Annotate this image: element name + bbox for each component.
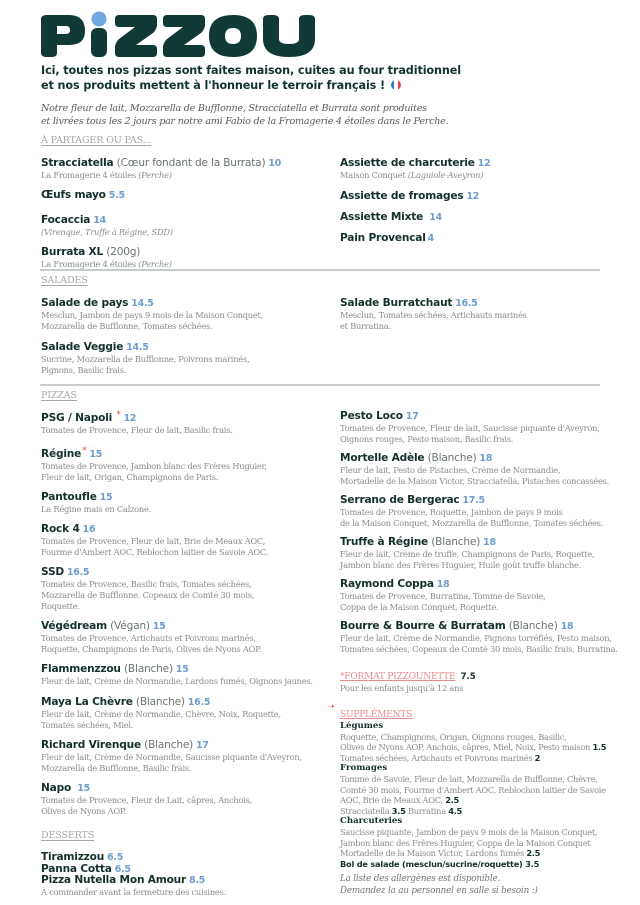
supplement-price: 3.5 <box>391 805 406 816</box>
item-name: Salade Burratchaut <box>340 297 453 309</box>
item-name: Maya La Chèvre <box>41 696 133 708</box>
item-price: 17 <box>196 740 209 751</box>
intro-line-2: et nos produits mettent à l'honneur le terroir français ! <box>41 78 386 92</box>
menu-item <box>41 782 331 817</box>
section-divider <box>40 269 600 271</box>
menu-item <box>41 620 331 655</box>
section-divider <box>40 384 600 386</box>
tagline <box>41 102 621 128</box>
menu-item <box>41 523 331 558</box>
supplement-price: 4.5 <box>448 805 462 816</box>
item-price: 12 <box>466 191 480 202</box>
item-desc: La Fromagerie 4 étoiles <box>41 259 136 269</box>
supplement-line: Tomme de Savoie, Fleur de lait, Mozzarella de Bufflonne, Chèvre, <box>340 773 598 784</box>
menu-item <box>41 297 321 332</box>
item-name: Pesto Loco <box>340 410 403 422</box>
menu-item <box>41 157 321 181</box>
item-name: Richard Virenque <box>41 739 141 751</box>
menu-item <box>41 566 331 612</box>
item-sub: (Blanche) <box>427 452 477 464</box>
item-price: 6.5 <box>114 863 131 875</box>
item-name: Végédream <box>41 620 107 632</box>
dessert-note: À commander avant la fermeture des cuisines. <box>41 886 226 897</box>
supplement-line: Jambon blanc des Frères Huguier, Coppa de la Maison Conquet <box>340 837 591 848</box>
partager-right-column <box>340 157 610 254</box>
arrow-right-icon: ➝ <box>327 702 335 712</box>
item-price: 10 <box>268 158 282 169</box>
item-price: 4 <box>427 233 434 244</box>
item-price: 16.5 <box>455 298 478 309</box>
menu-item <box>340 620 630 655</box>
pizzounette-star: * <box>116 410 121 420</box>
menu-item <box>41 696 331 731</box>
pizzounette-desc: Pour les enfants jusqu'à 12 ans <box>340 683 464 693</box>
item-sub: (Cœur fondant de la Burrata) <box>116 157 266 169</box>
item-name: Bourre & Bourre & Burratam <box>340 620 506 632</box>
allergens-line-2: Demandez la au personnel en salle si besoin :) <box>340 885 538 896</box>
supplement-line: Tomates séchées, Artichauts et Poivrons marinés <box>340 752 533 763</box>
allergens-note <box>340 874 620 897</box>
item-sub: (200g) <box>106 246 141 258</box>
section-title-salades: SALADES <box>41 275 88 286</box>
item-desc-italic: (Perche) <box>138 259 172 269</box>
item-desc: Fleur de lait, Crème de truffe, Champignons de Paris, Roquette, <box>340 549 595 559</box>
menu-item <box>41 445 331 483</box>
item-name: Stracciatella <box>41 157 114 169</box>
item-price: 14 <box>93 215 106 226</box>
item-desc: Tomates de Provence, Fleur de lait, Basilic frais. <box>41 425 233 435</box>
item-desc: Fleur de lait, Crème de Normandie, Saucisse piquante d'Aveyron, <box>41 752 302 762</box>
item-desc: Tomates séchées, Copeaux de Comté 30 mois, Basilic frais, Burratina. <box>340 644 618 654</box>
item-desc: Fleur de lait, Pesto de Pistaches, Crème de Normandie, <box>340 465 561 475</box>
item-desc: Tomates de Provence, Jambon blanc des Frères Huguier, <box>41 461 267 471</box>
supplement-line: Saucisse piquante, Jambon de pays 9 mois de la Maison Conquet, <box>340 826 598 837</box>
item-desc-italic: (Perche) <box>138 170 172 180</box>
pizzou-logo <box>39 11 321 59</box>
item-price: 18 <box>436 579 450 590</box>
item-desc: Tomates de Provence, Artichauts et Poivrons marinés, <box>41 633 256 643</box>
item-price: 17 <box>405 411 419 422</box>
menu-item <box>340 211 610 224</box>
item-desc: Sucrine, Mozzarella de Bufflonne, Poivrons marinés, <box>41 354 250 364</box>
item-name: Pain Provencal <box>340 232 426 244</box>
item-price: 8.5 <box>189 875 206 886</box>
item-sub: (Blanche) <box>135 696 185 708</box>
item-name: Rock 4 <box>41 523 80 535</box>
supplement-line: Burratina <box>407 805 446 816</box>
item-name: Assiette de charcuterie <box>340 157 475 169</box>
item-name: Flammenzzou <box>41 663 121 675</box>
item-name: Œufs mayo <box>41 189 106 201</box>
item-price: 18 <box>483 537 496 548</box>
intro-statement <box>41 64 601 93</box>
supplements-title: SUPPLÉMENTS <box>340 710 413 720</box>
item-sub: (Végan) <box>110 620 150 632</box>
supplements-charcuteries-title: Charcuteries <box>340 816 403 827</box>
item-desc: Oignons rouges, Pesto maison, Basilic frais. <box>340 434 514 444</box>
pizzounette-label: *FORMAT PIZZOUNETTE <box>340 672 456 682</box>
item-name: Panna Cotta <box>41 862 112 875</box>
item-name: Napo <box>41 782 72 794</box>
item-desc: Tomates séchées, Miel. <box>41 720 134 730</box>
pizzounette-block <box>340 664 630 694</box>
pizzounette-star: * <box>82 446 87 456</box>
item-desc: Maison Conquet <box>340 170 406 180</box>
item-desc: Mesclun, Jambon de pays 9 mois de la Maison Conquet, <box>41 310 264 320</box>
item-desc: Fleur de lait, Crème de Normandie, Pignons torréfiés, Pesto maison, <box>340 633 612 643</box>
item-desc: Fleur de lait, Crème de Normandie, Chèvre, Noix, Roquette, <box>41 709 281 719</box>
item-desc: Tomates de Provence, Basilic frais, Tomates séchées, <box>41 579 252 589</box>
item-desc: Mozzarella de Bufflonne, Tomates séchées. <box>41 321 213 331</box>
item-desc: Mozzarella de Bufflonne, Basilic frais. <box>41 763 192 773</box>
supplement-bol-salade: Bol de salade (mesclun/sucrine/roquette) 3.5 <box>340 858 540 869</box>
menu-item <box>41 739 331 774</box>
item-name: Focaccia <box>41 214 91 226</box>
item-desc: Tomates de Provence, Fleur de lait, Brie de Meaux AOC, <box>41 536 266 546</box>
item-price: 15 <box>77 783 90 794</box>
menu-item <box>340 494 630 529</box>
item-name: Salade Veggie <box>41 341 124 353</box>
supplement-price: 2.5 <box>445 795 459 806</box>
item-name: Tiramizzou <box>41 851 105 863</box>
supplement-price: 2 <box>534 752 541 763</box>
french-flag-icon <box>391 80 401 90</box>
menu-item <box>41 189 321 202</box>
item-price: 14.5 <box>126 342 149 353</box>
item-name: PSG / Napoli <box>41 412 113 424</box>
salades-left-column <box>41 297 321 385</box>
supplement-line: AOC, Brie de Meaux AOC, <box>340 795 443 806</box>
section-title-desserts: DESSERTS <box>41 830 95 841</box>
supplement-line: Roquette, Champignons, Origan, Oignons rouges, Basilic, <box>340 731 567 742</box>
item-desc: Fleur de lait, Origan, Champignons de Paris. <box>41 472 219 482</box>
supplement-line: Stracciatella <box>340 805 390 816</box>
pizzounette-price: 7.5 <box>460 672 476 682</box>
menu-item <box>340 452 630 487</box>
pizzas-right-column <box>327 410 630 869</box>
item-price: 15 <box>99 492 113 503</box>
allergens-line-1: La liste des allergènes est disponible. <box>340 874 501 884</box>
item-sub: (Blanche) <box>431 536 481 548</box>
menu-item <box>340 410 630 445</box>
menu-item <box>340 297 610 332</box>
menu-item <box>41 214 321 238</box>
item-desc-italic: (Virenque, Truffe à Régine, SDD) <box>41 227 173 237</box>
item-desc: Olives de Nyons AOP. <box>41 806 126 816</box>
menu-item <box>340 578 630 613</box>
item-name: Assiette Mixte <box>340 211 424 223</box>
item-desc: Roquette. <box>41 601 80 611</box>
item-desc: Mortadelle de la Maison Victor, Stracciatella, Pistaches concassées. <box>340 476 610 486</box>
item-name: Truffe à Régine <box>340 536 429 548</box>
item-price: 12 <box>123 413 137 424</box>
item-price: 14.5 <box>131 298 154 309</box>
menu-item <box>340 232 610 245</box>
tagline-line-2: et livrées tous les 2 jours par notre ami Fabio de la Fromagerie 4 étoiles dans le Perche. <box>41 116 449 127</box>
item-name: Serrano de Bergerac <box>340 494 460 506</box>
item-price: 6.5 <box>107 852 124 863</box>
menu-item <box>41 663 331 687</box>
item-price: 16.5 <box>66 567 90 578</box>
menu-item <box>41 491 331 515</box>
supplement-line: Mortadelle de la Maison Victor, Lardons fumés <box>340 848 524 859</box>
item-name: Pantoufle <box>41 491 97 503</box>
item-desc: Mozzarella de Bufflonne. Copeaux de Comté 30 mois, <box>41 590 255 600</box>
item-desc: Roquette, Champignons de Paris, Olives de Nyons AOP. <box>41 644 262 654</box>
item-desc: Tomates de Provence, Burratina, Tomme de Savoie, <box>340 591 546 601</box>
supplement-price: 1.5 <box>592 742 607 753</box>
item-name: SSD <box>41 566 64 578</box>
supplement-price: 2.5 <box>526 848 541 859</box>
item-name: Salade de pays <box>41 297 129 309</box>
item-desc: Jambon blanc des Frères Huguier, Huile goût truffe blanche. <box>340 560 582 570</box>
item-desc: Fourme d'Ambert AOC, Reblochon laitier de Savoie AOC. <box>41 547 269 557</box>
item-desc: Mesclun, Tomates séchées, Artichauts marinés <box>340 310 527 320</box>
tagline-line-1: Notre fleur de lait, Mozzarella de Bufflonne, Stracciatella et Burrata sont produites <box>41 103 427 114</box>
item-sub: (Blanche) <box>123 663 173 675</box>
item-price: 5.5 <box>108 190 125 201</box>
item-desc-italic: (Laguiole-Aveyron) <box>407 170 484 180</box>
item-price: 18 <box>479 453 493 464</box>
item-price: 18 <box>560 621 574 632</box>
menu-item <box>41 409 331 436</box>
item-price: 15 <box>175 664 189 675</box>
item-desc: La Régine mais en Calzone. <box>41 504 152 514</box>
item-desc: Tomates de Provence, Roquette, Jambon de pays 9 mois <box>340 507 563 517</box>
item-desc: Tomates de Provence, Fleur de lait, Saucisse piquante d'Aveyron, <box>340 423 600 433</box>
intro-line-1: Ici, toutes nos pizzas sont faites maison, cuites au four traditionnel <box>41 64 461 77</box>
item-name: Pizza Nutella Mon Amour <box>41 874 187 886</box>
desserts-column <box>41 852 321 898</box>
menu-item <box>41 341 321 376</box>
item-price: 16 <box>82 524 96 535</box>
item-name: Mortelle Adèle <box>340 452 425 464</box>
supplement-line: Olives de Nyons AOP, Anchois, câpres, Miel, Noix, Pesto maison <box>340 742 591 753</box>
item-price: 15 <box>89 449 103 460</box>
dessert-item <box>41 875 321 887</box>
supplement-line: Comté 30 mois, Fourme d'Ambert AOC, Reblochon laitier de Savoie <box>340 784 606 795</box>
menu-item <box>340 190 610 203</box>
item-price: 14 <box>429 212 442 223</box>
menu-item <box>41 246 321 270</box>
supplements-fromages-title: Fromages <box>340 763 388 774</box>
item-desc: Coppa de la Maison Conquet, Roquette. <box>340 602 499 612</box>
item-desc: La Fromagerie 4 étoiles <box>41 170 136 180</box>
supplements-legumes-title: Légumes <box>340 721 384 731</box>
item-desc: et Burratina. <box>340 321 391 331</box>
item-desc: Pignons, Basilic frais. <box>41 365 127 375</box>
supplements-block <box>327 702 630 869</box>
item-price: 12 <box>477 158 491 169</box>
pizzas-left-column <box>41 409 331 826</box>
salades-right-column <box>340 297 610 341</box>
item-price: 17.5 <box>462 495 485 506</box>
partager-left-column <box>41 157 321 279</box>
item-desc: Tomates de Provence, Fleur de Lait, câpres, Anchois, <box>41 795 253 805</box>
item-name: Régine <box>41 448 82 460</box>
menu-item <box>340 536 630 571</box>
item-desc: Fleur de lait, Crème de Normandie, Lardons fumés, Oignons jaunes. <box>41 676 313 686</box>
item-sub: (Blanche) <box>508 620 558 632</box>
section-title-pizzas: PIZZAS <box>41 390 77 401</box>
item-sub: (Blanche) <box>144 739 194 751</box>
item-name: Assiette de fromages <box>340 190 464 202</box>
item-price: 15 <box>152 621 166 632</box>
section-title-partager: À PARTAGER OU PAS... <box>41 135 152 146</box>
menu-item <box>340 157 610 181</box>
item-name: Burrata XL <box>41 246 104 258</box>
item-name: Raymond Coppa <box>340 578 434 590</box>
item-desc: de la Maison Conquet, Mozzarella de Bufflonne, Tomates séchées. <box>340 518 604 528</box>
item-price: 16.5 <box>187 697 211 708</box>
